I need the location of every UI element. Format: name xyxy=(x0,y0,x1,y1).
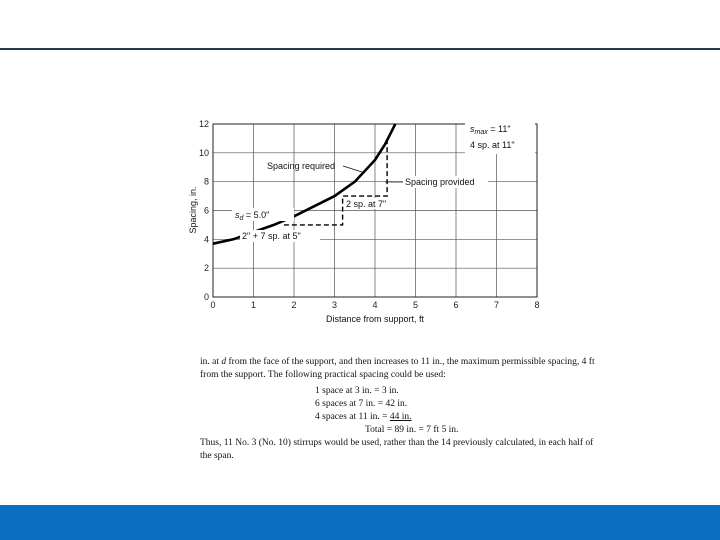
spacing-row-2: 6 spaces at 7 in. = 42 in. xyxy=(315,399,408,409)
y-tick-label: 6 xyxy=(203,205,209,216)
y-tick-label: 2 xyxy=(203,263,209,274)
smax-label: $s_{max} = 11$" xyxy=(470,124,511,136)
x-tick-label: 2 xyxy=(291,300,297,310)
x-tick-labels xyxy=(210,300,539,310)
x-tick-label: 5 xyxy=(412,300,419,310)
x-tick-label: 7 xyxy=(493,300,500,310)
x-tick-label: 0 xyxy=(210,300,216,310)
y-tick-label: 8 xyxy=(203,176,209,187)
sd-label: $s_d = 5.0$" xyxy=(235,210,270,222)
x-tick-label: 3 xyxy=(331,300,338,310)
x-tick-label: 6 xyxy=(453,300,459,310)
two-sp-label: 2 sp. at 7" xyxy=(346,199,387,209)
body-text xyxy=(200,356,600,463)
spacing-required-leader xyxy=(343,166,362,172)
y-tick-label: 4 xyxy=(203,234,209,245)
spacing-required-line xyxy=(213,124,395,244)
spacing-provided-label: Spacing provided xyxy=(405,177,475,187)
x-axis-label: Distance from support, ft xyxy=(325,314,425,324)
paragraph-1: in. at d from the face of the support, and then increases to 11 in., the maximum permissible spacing, 4 ft from the support. The following practical spacing could be used: xyxy=(200,357,595,380)
y-tick-label: 10 xyxy=(198,147,209,158)
spacing-required-label: Spacing required xyxy=(267,161,336,171)
footer-bar xyxy=(0,505,720,540)
x-tick-label: 4 xyxy=(372,300,378,310)
y-tick-label: 12 xyxy=(198,119,209,129)
chart-series xyxy=(213,124,395,244)
x-tick-label: 1 xyxy=(250,300,257,310)
y-tick-label: 0 xyxy=(203,292,209,302)
spacing-total-row: Total = 89 in. = 7 ft 5 in. xyxy=(365,425,459,435)
spacing-table xyxy=(315,385,600,437)
first-sp-label: 2" + 7 sp. at 5" xyxy=(242,231,301,241)
y-tick-labels xyxy=(199,119,209,302)
y-axis-label: Spacing, in. xyxy=(188,186,198,234)
four-sp-label: 4 sp. at 11" xyxy=(470,140,515,150)
spacing-row-1: 1 space at 3 in. = 3 in. xyxy=(315,386,399,396)
paragraph-2: Thus, 11 No. 3 (No. 10) stirrups would be used, rather than the 14 previously calculated, in each half of the span. xyxy=(200,438,594,461)
x-tick-label: 8 xyxy=(534,300,540,310)
spacing-row-3: 4 spaces at 11 in. = 44 in. xyxy=(315,412,412,422)
